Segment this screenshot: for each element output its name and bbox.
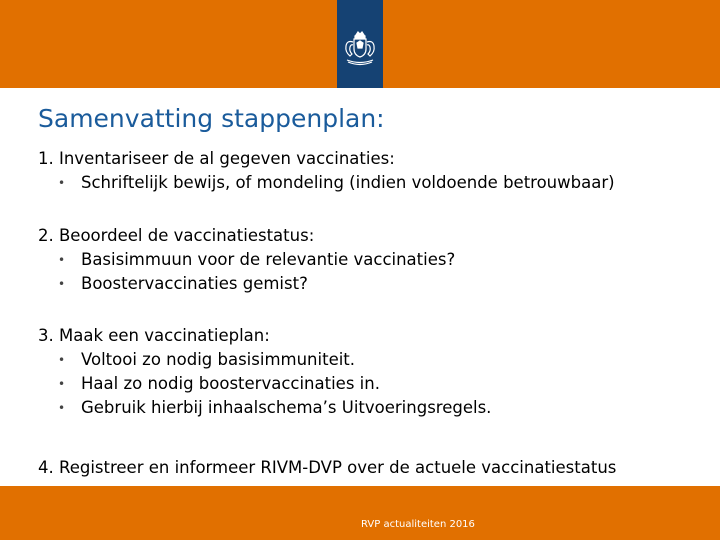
step-2-bullets <box>38 248 455 296</box>
step-4-heading: 4. Registreer en informeer RIVM-DVP over de actuele vaccinatiestatus <box>38 458 617 477</box>
bullet-item <box>57 372 491 396</box>
bullet-item <box>57 348 491 372</box>
coat-of-arms-icon <box>337 30 383 70</box>
bullet-icon: • <box>58 253 66 267</box>
step-3-bullets <box>38 348 491 420</box>
step-3-heading: 3. Maak een vaccinatieplan: <box>38 326 270 345</box>
step-2 <box>38 224 455 296</box>
bullet-text: Basisimmuun voor de relevantie vaccinaties? <box>81 250 456 269</box>
step-1-bullets <box>38 171 615 195</box>
footer-bar <box>0 486 720 540</box>
footer-text: RVP actualiteiten 2016 <box>361 519 475 530</box>
bullet-text: Voltooi zo nodig basisimmuniteit. <box>81 350 356 369</box>
bullet-icon: • <box>58 277 66 291</box>
bullet-icon: • <box>58 401 66 415</box>
slide-title: Samenvatting stappenplan: <box>38 104 385 133</box>
bullet-item <box>57 171 615 195</box>
bullet-text: Haal zo nodig boostervaccinaties in. <box>81 374 380 393</box>
bullet-icon: • <box>58 353 66 367</box>
bullet-item <box>57 272 455 296</box>
step-1 <box>38 147 615 195</box>
step-2-heading: 2. Beoordeel de vaccinatiestatus: <box>38 226 315 245</box>
step-4 <box>38 456 616 480</box>
bullet-icon: • <box>58 377 66 391</box>
bullet-text: Schriftelijk bewijs, of mondeling (indien voldoende betrouwbaar) <box>81 173 615 192</box>
bullet-item <box>57 248 455 272</box>
step-1-heading: 1. Inventariseer de al gegeven vaccinaties: <box>38 149 395 168</box>
step-3 <box>38 324 491 420</box>
page-number: 36 <box>38 478 51 489</box>
bullet-item <box>57 396 491 420</box>
bullet-text: Boostervaccinaties gemist? <box>81 274 308 293</box>
bullet-text: Gebruik hierbij inhaalschema’s Uitvoeringsregels. <box>81 398 492 417</box>
bullet-icon: • <box>58 176 66 190</box>
